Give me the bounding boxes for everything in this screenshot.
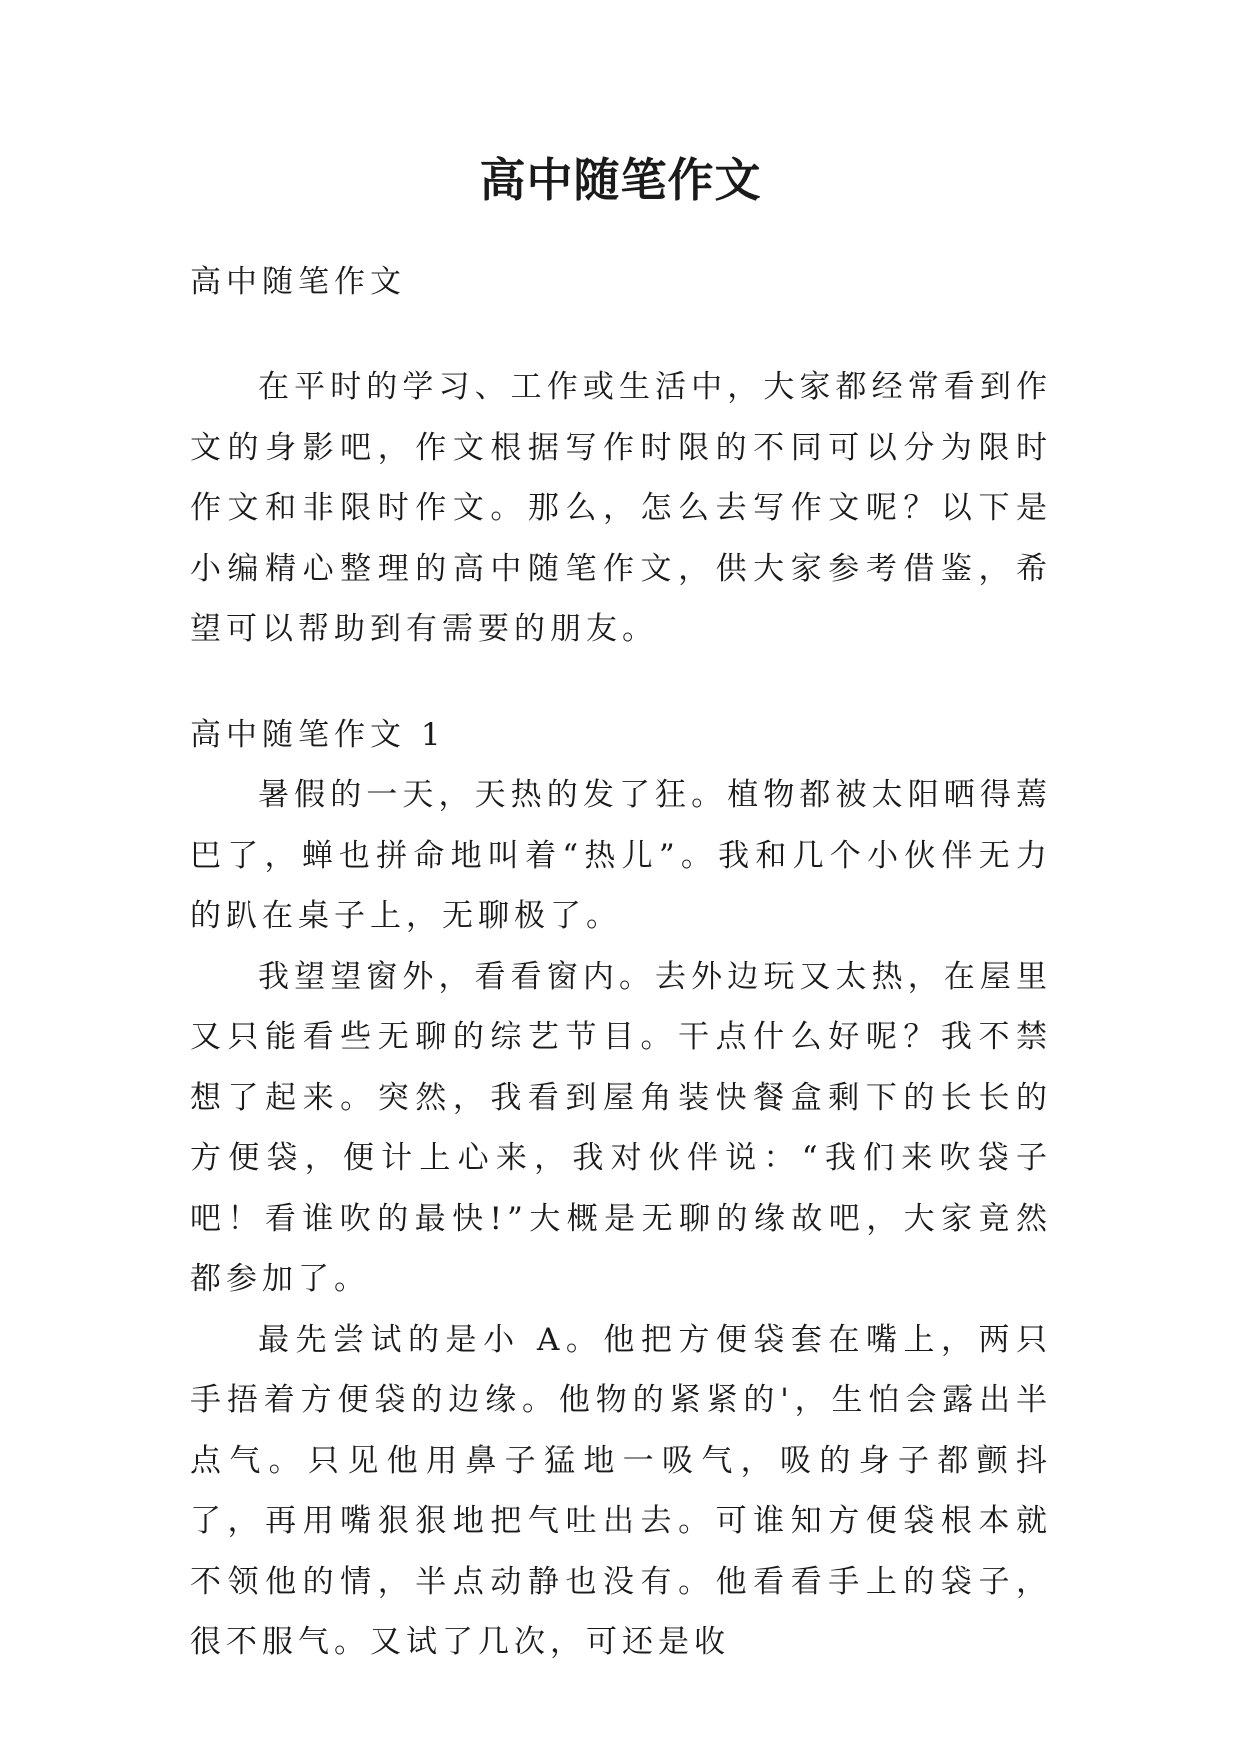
essay-paragraph: 暑假的一天，天热的发了狂。植物都被太阳晒得蔫巴了，蝉也拼命地叫着“热儿”。我和几个小伙伴无力的趴在桌子上，无聊极了。 [190,777,1052,934]
document-subtitle: 高中随笔作文 [190,264,406,300]
section-heading: 高中随笔作文 1 [190,717,446,753]
intro-paragraph: 在平时的学习、工作或生活中，大家都经常看到作文的身影吧，作文根据写作时限的不同可以分为限时作文和非限时作文。那么，怎么去写作文呢？以下是小编精心整理的高中随笔作文，供大家参考借鉴，希望可以帮助到有需要的朋友。 [190,369,1052,647]
essay-body [190,765,1052,1673]
document-title: 高中随笔作文 [479,153,762,207]
essay-paragraph: 最先尝试的是小 A。他把方便袋套在嘴上，两只手捂着方便袋的边缘。他物的紧紧的'，生怕会露出半点气。只见他用鼻子猛地一吸气，吸的身子都颤抖了，再用嘴狠狠地把气吐出去。可谁知方便袋根本就不领他的情，半点动静也没有。他看看手上的袋子，很不服气。又试了几次，可还是收 [190,1321,1052,1660]
intro-block [190,357,1052,660]
essay-paragraph: 我望望窗外，看看窗内。去外边玩又太热，在屋里又只能看些无聊的综艺节目。干点什么好呢？我不禁想了起来。突然，我看到屋角装快餐盒剩下的长长的方便袋，便计上心来，我对伙伴说：“我们来吹袋子吧！看谁吹的最快!”大概是无聊的缘故吧，大家竟然都参加了。 [190,958,1052,1297]
